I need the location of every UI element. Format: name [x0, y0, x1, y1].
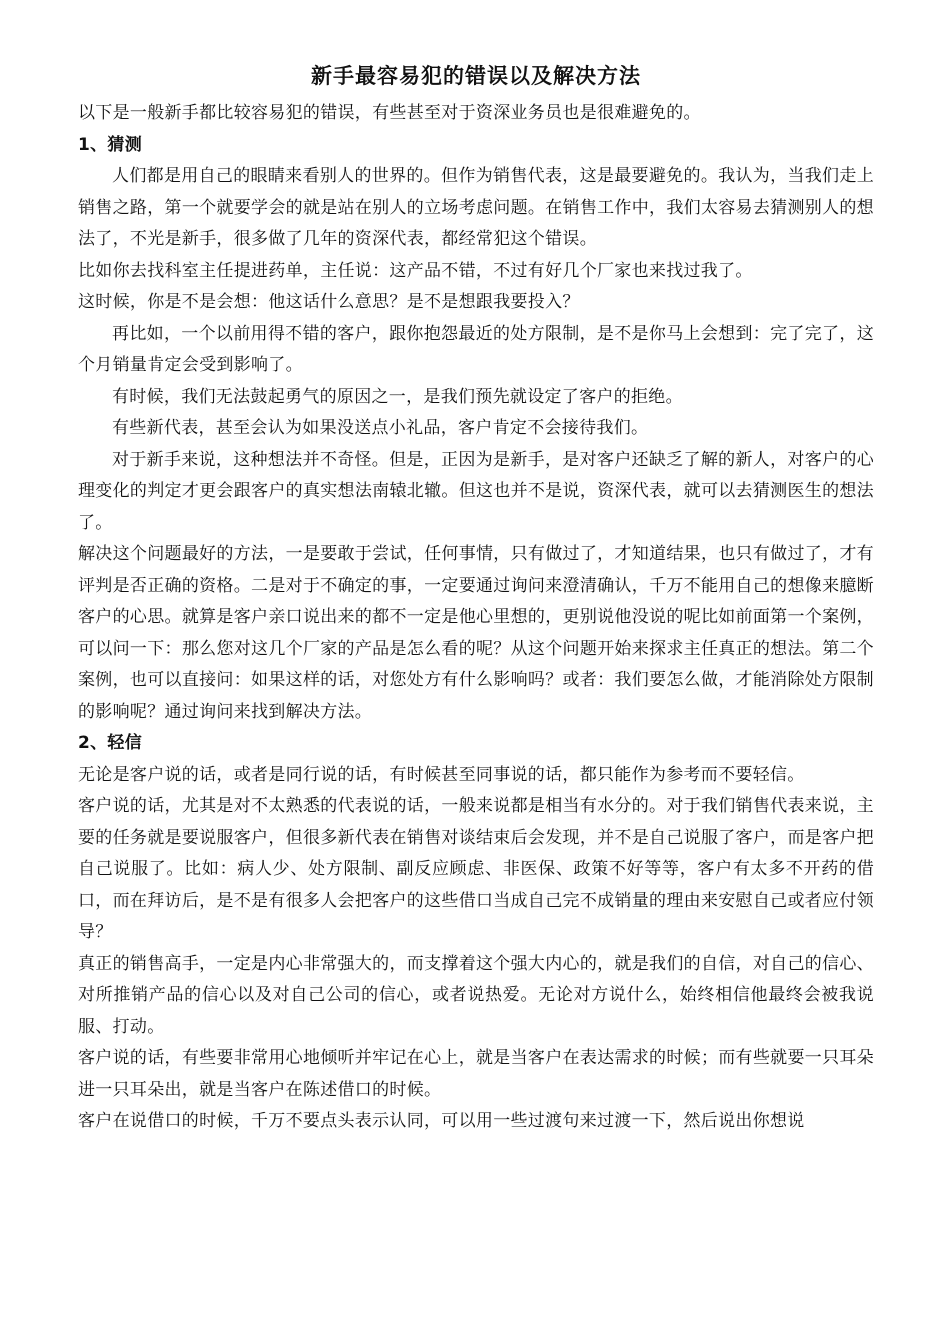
paragraph: 客户在说借口的时候，千万不要点头表示认同，可以用一些过渡句来过渡一下，然后说出你想说 — [78, 1111, 805, 1131]
paragraph: 客户说的话，尤其是对不太熟悉的代表说的话，一般来说都是相当有水分的。对于我们销售代表来说，主要的任务就是要说服客户，但很多新代表在销售对谈结束后会发现，并不是自己说服了客户，而是客户把自己说服了。比如：病人少、处方限制、副反应顾虑、非医保、政策不好等等，客户有太多不开药的借口，而在拜访后，是不是有很多人会把客户的这些借口当成自己完不成销量的理由来安慰自己或者应付领导？ — [78, 796, 874, 942]
paragraph: 解决这个问题最好的方法，一是要敢于尝试，任何事情，只有做过了，才知道结果，也只有做过了，才有评判是否正确的资格。二是对于不确定的事，一定要通过询问来澄清确认，千万不能用自己的想像来臆断客户的心思。就算是客户亲口说出来的都不一定是他心里想的，更别说他没说的呢比如前面第一个案例，可以问一下：那么您对这几个厂家的产品是怎么看的呢？从这个问题开始来探求主任真正的想法。第二个案例，也可以直接问：如果这样的话，对您处方有什么影响吗？或者：我们要怎么做，才能消除处方限制的影响呢？通过询问来找到解决方法。 — [78, 544, 874, 722]
paragraph: 无论是客户说的话，或者是同行说的话，有时候甚至同事说的话，都只能作为参考而不要轻信。 — [78, 764, 805, 785]
paragraph: 有些新代表，甚至会认为如果没送点小礼品，客户肯定不会接待我们。 — [112, 418, 649, 438]
section-heading-credulity: 2、轻信 — [78, 733, 143, 753]
paragraph: 真正的销售高手，一定是内心非常强大的，而支撑着这个强大内心的，就是我们的自信，对自己的信心、对所推销产品的信心以及对自己公司的信心，或者说热爱。无论对方说什么，始终相信他最终会被我说服、打动。 — [78, 953, 874, 1037]
document-title: 新手最容易犯的错误以及解决方法 — [311, 64, 641, 88]
paragraph: 比如你去找科室主任提进药单，主任说：这产品不错，不过有好几个厂家也来找过我了。 — [78, 260, 753, 281]
paragraph: 这时候，你是不是会想：他这话什么意思？是不是想跟我要投入？ — [78, 292, 580, 312]
paragraph: 人们都是用自己的眼睛来看别人的世界的。但作为销售代表，这是最要避免的。我认为，当我们走上销售之路，第一个就要学会的就是站在别人的立场考虑问题。在销售工作中，我们太容易去猜测别人的想法了，不光是新手，很多做了几年的资深代表，都经常犯这个错误。 — [78, 166, 874, 249]
section-heading-guessing: 1、猜测 — [78, 134, 143, 155]
intro-paragraph: 以下是一般新手都比较容易犯的错误，有些甚至对于资深业务员也是很难避免的。 — [78, 103, 701, 123]
paragraph: 有时候，我们无法鼓起勇气的原因之一，是我们预先就设定了客户的拒绝。 — [112, 386, 683, 407]
paragraph: 再比如，一个以前用得不错的客户，跟你抱怨最近的处方限制，是不是你马上会想到：完了完了，这个月销量肯定会受到影响了。 — [78, 323, 874, 375]
paragraph: 对于新手来说，这种想法并不奇怪。但是，正因为是新手，是对客户还缺乏了解的新人，对客户的心理变化的判定才更会跟客户的真实想法南辕北辙。但这也并不是说，资深代表，就可以去猜测医生的想法了。 — [78, 449, 874, 533]
paragraph: 客户说的话，有些要非常用心地倾听并牢记在心上，就是当客户在表达需求的时候；而有些就要一只耳朵进一只耳朵出，就是当客户在陈述借口的时候。 — [78, 1048, 874, 1100]
